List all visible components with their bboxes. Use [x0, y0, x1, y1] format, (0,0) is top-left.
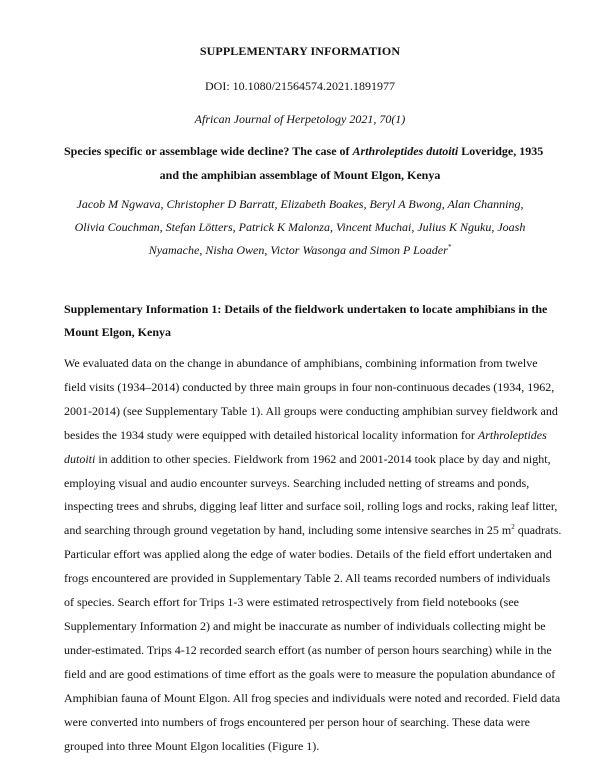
body-line	[64, 448, 551, 472]
section-body	[64, 352, 562, 758]
paper-title-species: Arthroleptides dutoiti	[352, 144, 459, 158]
section-heading-line-1: Supplementary Information 1: Details of the fieldwork undertaken to locate amphibians in the	[64, 302, 548, 316]
superscript-two: 2	[511, 523, 515, 532]
body-line: inspecting trees and shrubs, digging leaf litter and surface soil, rolling logs and rocks, raking leaf litter,	[64, 499, 558, 514]
body-line-8-text: and searching through ground vegetation by hand, including some intensive searches in 25 m	[64, 523, 512, 538]
body-line	[64, 424, 546, 448]
body-line-5-text: in addition to other species. Fieldwork from 1962 and 2001-2014 took place by day and night,	[95, 451, 551, 466]
body-line: under-estimated. Trips 4-12 recorded search effort (as number of person hours searching) while in the	[64, 642, 552, 657]
authors-line-1: Jacob M Ngwava, Christopher D Barratt, Elizabeth Boakes, Beryl A Bwong, Alan Channing,	[76, 197, 524, 211]
species-name: dutoiti	[64, 451, 96, 466]
body-line: Amphibian fauna of Mount Elgon. All frog species and individuals were noted and recorded. Field data	[64, 690, 561, 705]
body-line: Supplementary Information 2) and might be inaccurate as number of individuals collecting might be	[64, 618, 546, 633]
section-heading	[64, 298, 548, 344]
journal-citation: African Journal of Herpetology 2021, 70(1)	[194, 112, 406, 126]
paper-title-line-1	[64, 139, 544, 163]
body-line: grouped into three Mount Elgon localities (Figure 1).	[64, 738, 320, 753]
body-line: frogs encountered are provided in Supplementary Table 2. All teams recorded numbers of individuals	[64, 571, 551, 586]
paper-title-line-2: and the amphibian assemblage of Mount Elgon, Kenya	[159, 168, 441, 182]
document-heading: SUPPLEMENTARY INFORMATION	[199, 44, 401, 58]
body-line: of species. Search effort for Trips 1-3 were estimated retrospectively from field notebooks (see	[64, 595, 519, 610]
authors-line-3-text: Nyamache, Nisha Owen, Victor Wasonga and Simon P Loader	[148, 243, 448, 257]
body-line: We evaluated data on the change in abundance of amphibians, combining information from twelve	[64, 356, 538, 370]
body-line: Particular effort was applied along the edge of water bodies. Details of the field effort undertaken and	[64, 547, 552, 562]
author-list	[60, 193, 540, 262]
doi-line: DOI: 10.1080/21564574.2021.1891977	[205, 79, 395, 93]
body-line-8-end: quadrats.	[514, 523, 562, 538]
paper-title-part-1: Species specific or assemblage wide decline? The case of	[64, 144, 353, 158]
body-line-4-text: besides the 1934 study were equipped with detailed historical locality information for	[64, 427, 478, 442]
section-heading-line-2: Mount Elgon, Kenya	[64, 325, 172, 339]
corresponding-author-mark: *	[447, 243, 452, 251]
body-line: field visits (1934–2014) conducted by three main groups in four non-continuous decades (1934, 1962,	[64, 379, 555, 394]
authors-line-3	[60, 239, 540, 262]
paper-title	[64, 139, 544, 187]
body-line: were converted into numbers of frogs encountered per person hour of searching. These data were	[64, 714, 530, 729]
body-line: 2001-2014) (see Supplementary Table 1). All groups were conducting amphibian survey fieldwork and	[64, 403, 558, 418]
species-name: Arthroleptides	[477, 427, 547, 442]
body-line: field and are good estimations of time effort as the goals were to measure the population abundance of	[64, 666, 556, 681]
body-line	[64, 519, 562, 543]
paper-title-part-2: Loveridge, 1935	[458, 144, 544, 158]
authors-line-2: Olivia Couchman, Stefan Lötters, Patrick K Malonza, Vincent Muchai, Julius K Nguku, Joash	[74, 220, 526, 234]
body-line: employing visual and audio encounter surveys. Searching included netting of streams and ponds,	[64, 475, 530, 490]
